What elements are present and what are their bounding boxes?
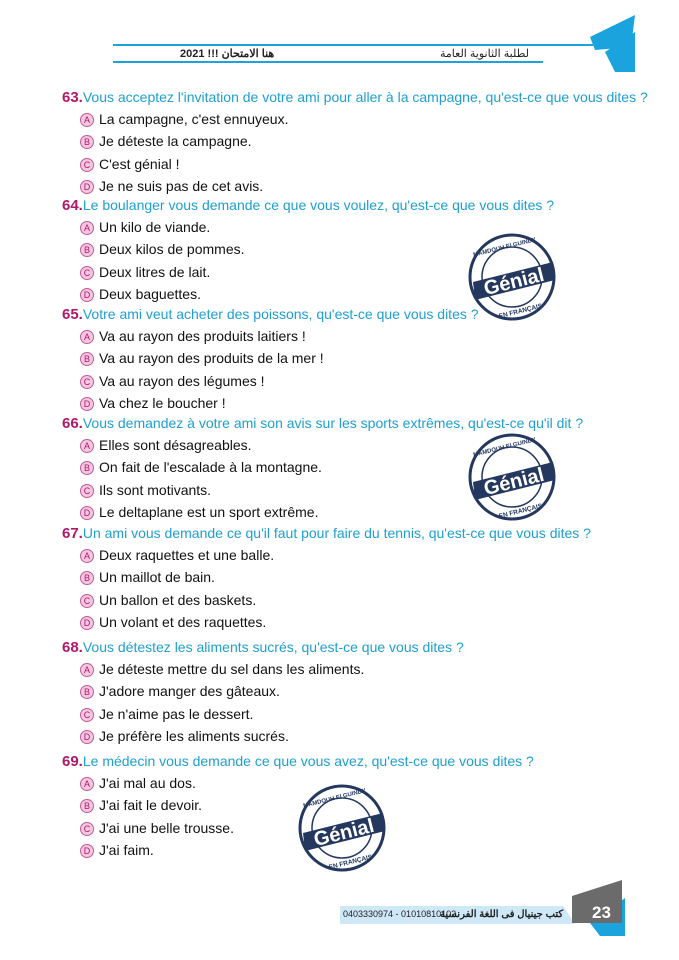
option-text: Deux kilos de pommes. (99, 241, 245, 258)
option-letter-icon: D (80, 616, 94, 630)
answer-option[interactable] (62, 725, 464, 747)
question-number: 69. (62, 753, 83, 770)
option-text: Elles sont désagreables. (99, 437, 252, 453)
svg-text:MAMDOUH El GUINDY: MAMDOUH El GUINDY (472, 437, 537, 459)
option-text: Je déteste la campagne. (99, 133, 252, 150)
header-right-text: لطلبة الثانوية العامة (440, 48, 529, 60)
answer-option[interactable] (62, 611, 591, 633)
footer-book-title: كتب جينيال فى اللغة الفرنسية (440, 909, 564, 920)
question-text (62, 194, 554, 216)
option-text: Un ballon et des baskets. (99, 591, 257, 608)
option-text: Je ne suis pas de cet avis. (99, 178, 264, 195)
option-text: C'est génial ! (99, 155, 180, 172)
question-text (62, 412, 583, 434)
question-63 (62, 86, 648, 198)
answer-option[interactable] (62, 544, 591, 566)
svg-text:EN FRANÇAIS: EN FRANÇAIS (328, 853, 373, 872)
option-text: La campagne, c'est ennuyeux. (99, 111, 289, 127)
option-letter-icon: B (80, 135, 94, 149)
option-letter-icon: A (80, 663, 94, 677)
question-number: 67. (62, 525, 83, 542)
option-letter-icon: B (80, 799, 94, 813)
option-letter-icon: C (80, 594, 94, 608)
option-text: J'ai mal au dos. (99, 775, 196, 791)
question-prompt: Vous détestez les aliments sucrés, qu'est-ce que vous dites ? (82, 639, 464, 655)
question-65 (62, 303, 479, 415)
question-prompt: Un ami vous demande ce qu'il faut pour faire du tennis, qu'est-ce que vous dites ? (82, 525, 591, 541)
question-prompt: Le médecin vous demande ce que vous avez, qu'est-ce que vous dites ? (82, 753, 534, 769)
option-letter-icon: A (80, 113, 94, 127)
option-text: Je déteste mettre du sel dans les aliments. (99, 661, 365, 677)
question-text (62, 303, 479, 325)
option-letter-icon: A (80, 439, 94, 453)
option-letter-icon: B (80, 461, 94, 475)
answer-option[interactable] (62, 325, 479, 347)
answer-option[interactable] (62, 108, 648, 130)
question-67 (62, 522, 591, 634)
option-text: Deux baguettes. (99, 286, 201, 303)
option-letter-icon: A (80, 549, 94, 563)
question-prompt: Le boulanger vous demande ce que vous voulez, qu'est-ce que vous dites ? (82, 197, 555, 213)
question-number: 66. (62, 415, 83, 432)
question-prompt: Vous acceptez l'invitation de votre ami pour aller à la campagne, qu'est-ce que vous dites ? (82, 89, 648, 105)
option-letter-icon: C (80, 822, 94, 836)
answer-option[interactable] (62, 370, 479, 392)
option-letter-icon: A (80, 777, 94, 791)
option-letter-icon: D (80, 730, 94, 744)
question-text (62, 636, 464, 658)
option-text: Va au rayon des produits laitiers ! (99, 328, 306, 344)
svg-text:Génial: Génial (481, 263, 547, 301)
svg-text:EN FRANÇAIS: EN FRANÇAIS (498, 302, 543, 321)
option-text: Un kilo de viande. (99, 219, 211, 235)
question-text (62, 86, 648, 108)
header-left-text: هنا الامتحان !!! 2021 (180, 48, 275, 60)
option-letter-icon: D (80, 506, 94, 520)
answer-option[interactable] (62, 658, 464, 680)
answer-option[interactable] (62, 153, 648, 175)
option-text: Un volant et des raquettes. (99, 614, 267, 631)
option-text: Deux litres de lait. (99, 263, 211, 280)
question-68 (62, 636, 464, 748)
option-letter-icon: D (80, 397, 94, 411)
genial-stamp-logo (465, 432, 560, 527)
answer-option[interactable] (62, 703, 464, 725)
option-text: J'adore manger des gâteaux. (99, 683, 280, 700)
option-letter-icon: A (80, 221, 94, 235)
option-text: J'ai une belle trousse. (99, 819, 234, 836)
question-text (62, 750, 534, 772)
option-letter-icon: D (80, 844, 94, 858)
page-number: 23 (592, 903, 611, 922)
option-letter-icon: D (80, 288, 94, 302)
option-text: Ils sont motivants. (99, 481, 212, 498)
option-letter-icon: C (80, 484, 94, 498)
genial-stamp-logo (295, 783, 390, 878)
option-text: J'ai fait le devoir. (99, 797, 203, 814)
option-letter-icon: B (80, 685, 94, 699)
question-number: 68. (62, 639, 83, 656)
answer-option[interactable] (62, 130, 648, 152)
svg-text:Génial: Génial (481, 463, 547, 501)
option-text: Le deltaplane est un sport extrême. (99, 504, 319, 521)
option-letter-icon: B (80, 243, 94, 257)
header-line-bottom (113, 61, 543, 63)
option-letter-icon: A (80, 330, 94, 344)
option-text: Va au rayon des légumes ! (99, 372, 265, 389)
answer-option[interactable] (62, 589, 591, 611)
answer-option[interactable] (62, 347, 479, 369)
option-text: Va au rayon des produits de la mer ! (99, 350, 324, 367)
option-letter-icon: C (80, 375, 94, 389)
option-text: Un maillot de bain. (99, 569, 215, 586)
option-text: J'ai faim. (99, 842, 154, 859)
answer-option[interactable] (62, 566, 591, 588)
question-number: 65. (62, 306, 83, 323)
svg-text:EN FRANÇAIS: EN FRANÇAIS (498, 502, 543, 521)
option-text: Va chez le boucher ! (99, 395, 226, 412)
question-prompt: Votre ami veut acheter des poissons, qu'est-ce que vous dites ? (82, 306, 479, 322)
option-letter-icon: D (80, 180, 94, 194)
svg-text:Génial: Génial (311, 814, 377, 852)
option-letter-icon: C (80, 158, 94, 172)
option-text: Je préfère les aliments sucrés. (99, 728, 289, 745)
option-letter-icon: C (80, 266, 94, 280)
option-letter-icon: B (80, 571, 94, 585)
footer-phones: 0403330974 - 01010810102 (343, 909, 457, 919)
svg-text:MAMDOUH El GUINDY: MAMDOUH El GUINDY (472, 237, 537, 259)
question-prompt: Vous demandez à votre ami son avis sur les sports extrêmes, qu'est-ce qu'il dit ? (82, 415, 584, 431)
option-text: Je n'aime pas le dessert. (99, 705, 254, 722)
question-number: 63. (62, 89, 83, 106)
option-letter-icon: C (80, 708, 94, 722)
answer-option[interactable] (62, 680, 464, 702)
option-letter-icon: B (80, 352, 94, 366)
genial-stamp-logo (465, 232, 560, 327)
question-number: 64. (62, 197, 83, 214)
svg-text:MAMDOUH El GUINDY: MAMDOUH El GUINDY (302, 788, 367, 810)
option-text: On fait de l'escalade à la montagne. (99, 459, 322, 476)
header-corner-decoration (515, 12, 645, 72)
option-text: Deux raquettes et une balle. (99, 547, 275, 563)
